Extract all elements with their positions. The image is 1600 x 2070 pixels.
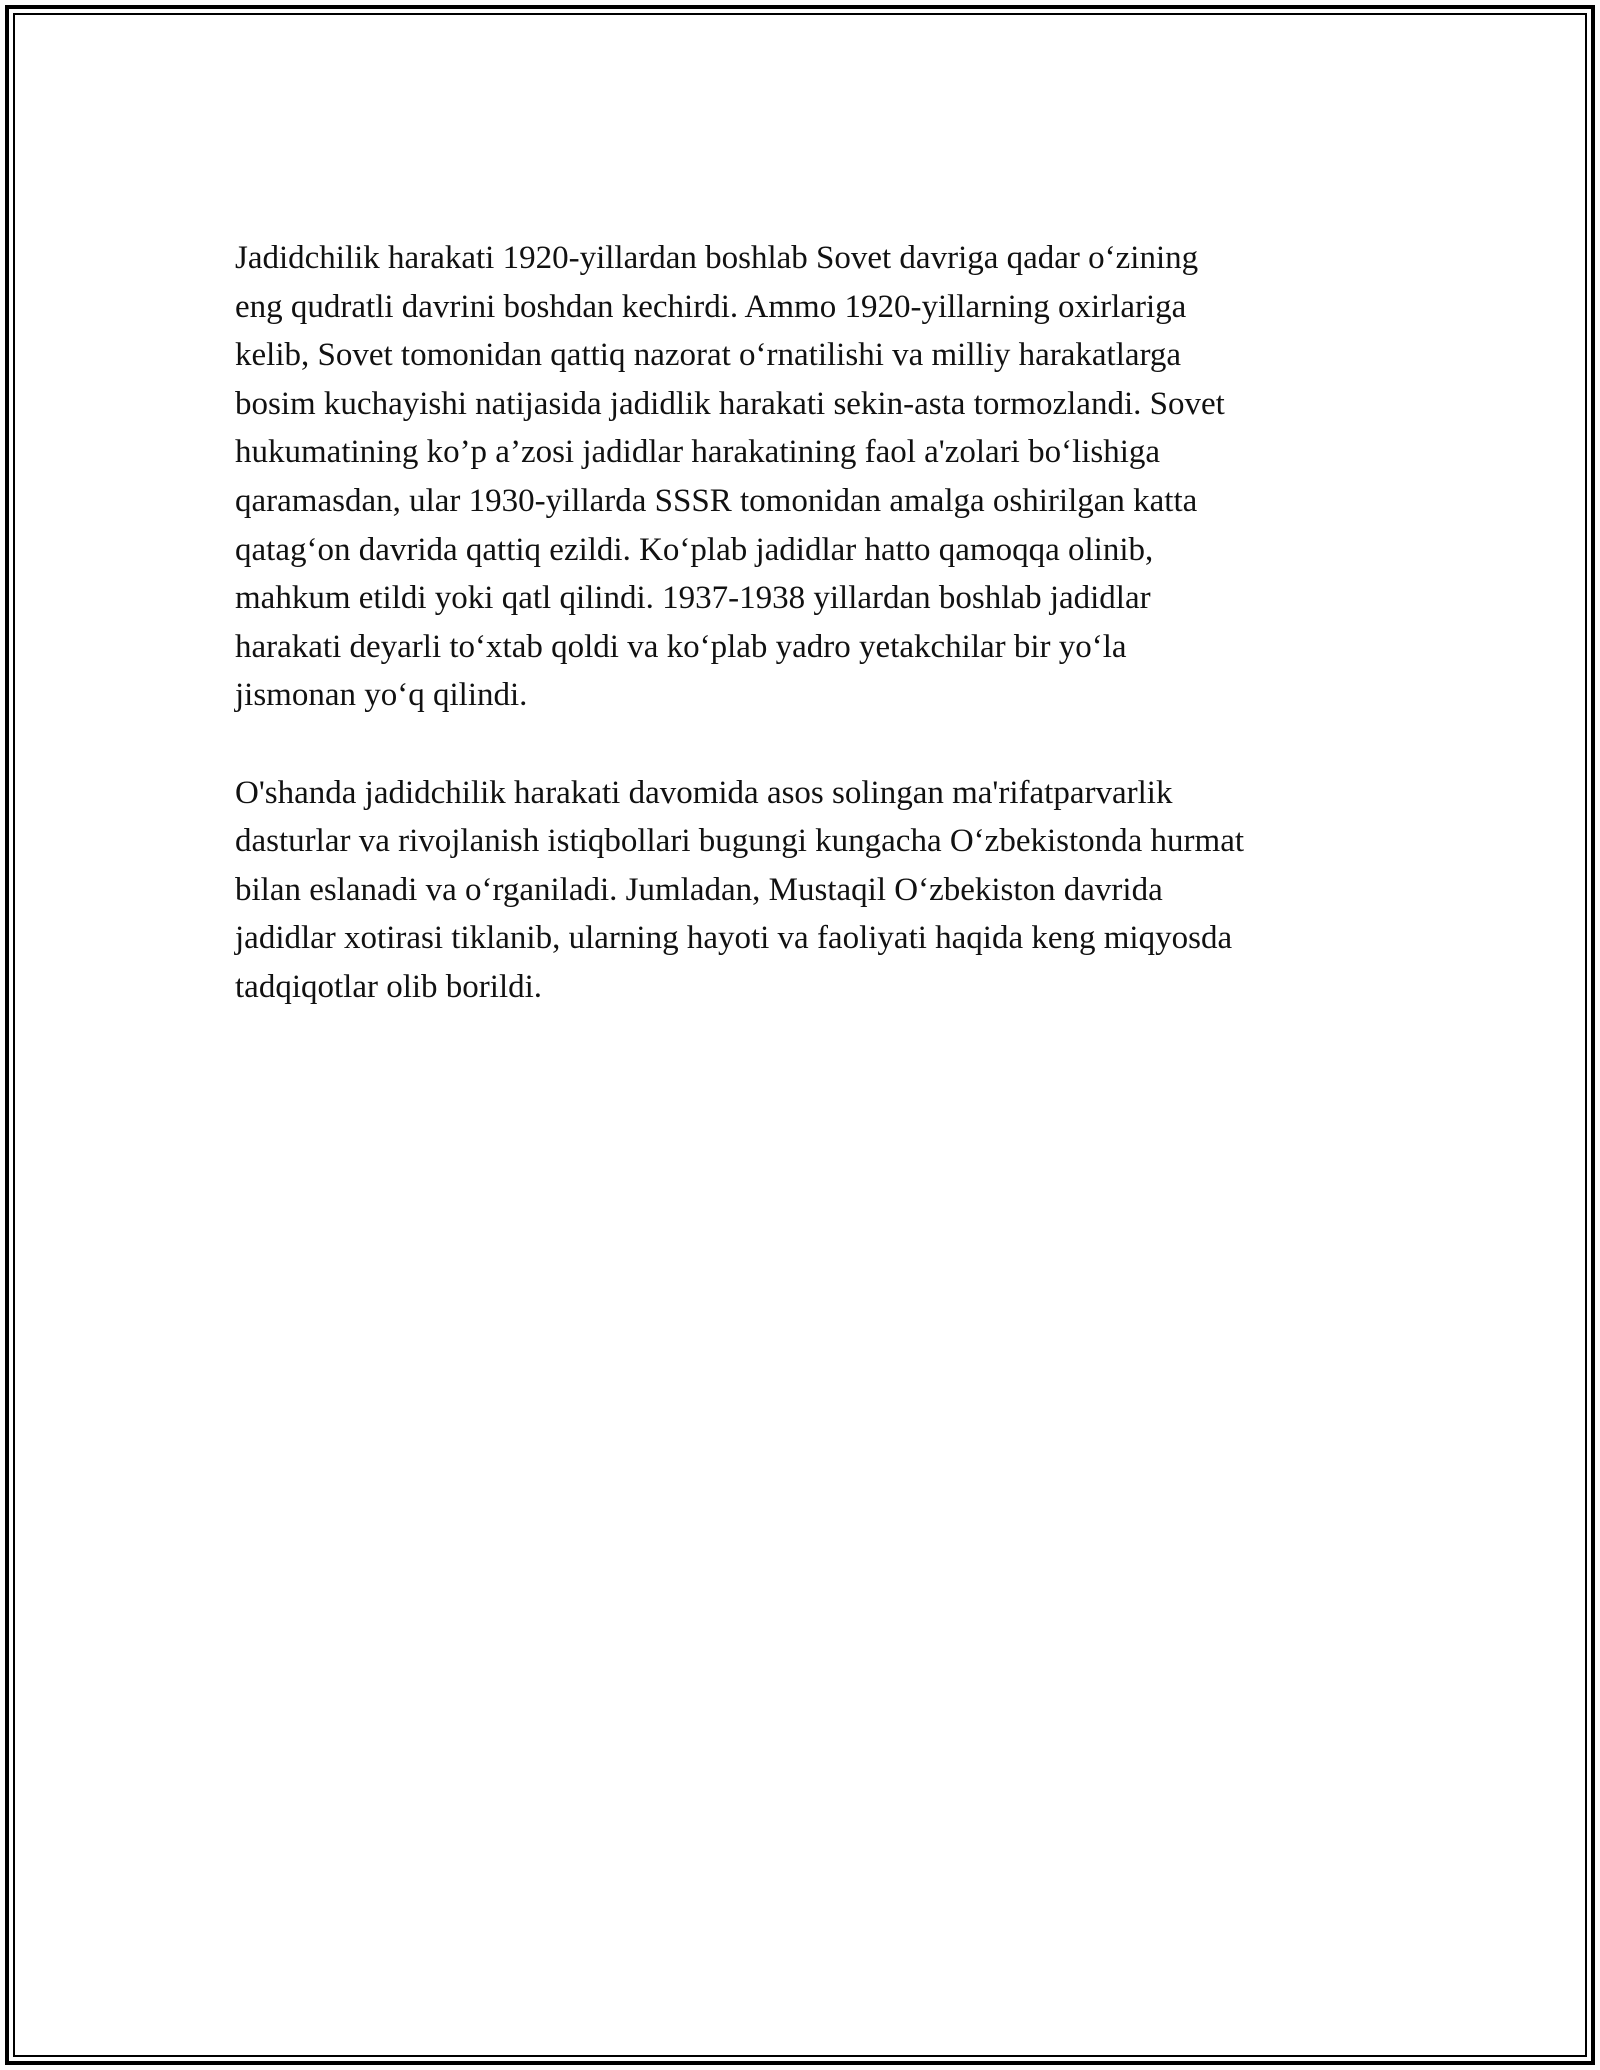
paragraph-2: O'shanda jadidchilik harakati davomida asos solingan ma'rifatparvarlik dasturlar va rivojlanish istiqbollari bugungi kungacha Oʻzbekistonda hurmat bilan eslanadi va oʻrganiladi. Jumladan, Mustaqil Oʻzbekiston davrida jadidlar xotirasi tiklanib, ularning hayoti va faoliyati haqida keng miqyosda tadqiqotlar olib borildi. (235, 774, 1245, 1005)
document-body (235, 234, 1365, 1012)
paragraph-1: Jadidchilik harakati 1920-yillardan boshlab Sovet davriga qadar oʻzining eng qudratli davrini boshdan kechirdi. Ammo 1920-yillarning oxirlariga kelib, Sovet tomonidan qattiq nazorat oʻrnatilishi va milliy harakatlarga bosim kuchayishi natijasida jadidlik harakati sekin-asta tormozlandi. Sovet hukumatining ko’p a’zosi jadidlar harakatining faol a'zolari boʻlishiga qaramasdan, ular 1930-yillarda SSSR tomonidan amalga oshirilgan katta qatagʻon davrida qattiq ezildi. Koʻplab jadidlar hatto qamoqqa olinib, mahkum etildi yoki qatl qilindi. 1937-1938 yillardan boshlab jadidlar harakati deyarli toʻxtab qoldi va koʻplab yadro yetakchilar bir yoʻla jismonan yoʻq qilindi. (235, 240, 1225, 714)
